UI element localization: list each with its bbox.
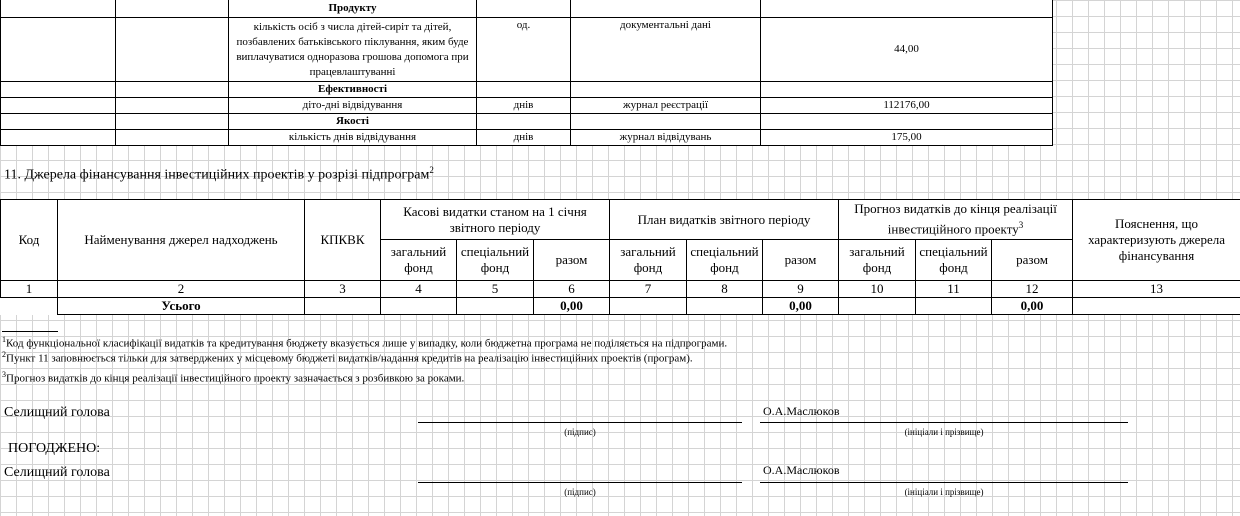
indicator-value: 175,00 [761,130,1053,146]
column-number: 1 [1,281,58,298]
column-number: 7 [610,281,687,298]
cash-total-header: разом [534,240,610,281]
column-number: 9 [763,281,839,298]
indicator-unit: днів [477,98,571,114]
performance-indicators-table [0,0,1053,146]
table-row [1,130,1053,146]
indicator-value: 112176,00 [761,98,1053,114]
table-header-row [1,200,1240,240]
forecast-total-value: 0,00 [992,298,1073,315]
column-number: 10 [839,281,916,298]
col-forecast-header: Прогноз видатків до кінця реалізації інвестиційного проекту$^3$ [839,200,1073,240]
col-cash-header: Касові видатки станом на 1 січня звітного періоду [381,200,610,240]
col-name-header: Найменування джерел надходжень [58,200,305,281]
table-row [1,18,1053,82]
indicator-source: документальні дані [571,18,761,82]
signature-role: Селищний голова [4,465,110,480]
column-number: 3 [305,281,381,298]
agreed-label: ПОГОДЖЕНО: [8,441,101,456]
cash-total-value: 0,00 [534,298,610,315]
indicator-source: журнал відвідувань [571,130,761,146]
table-row [1,0,1053,18]
table-row [1,98,1053,114]
total-row [1,298,1240,315]
name-caption: (ініціали і прізвище) [904,427,984,437]
total-label: Усього [58,298,305,315]
indicator-unit: днів [477,130,571,146]
table-row [1,82,1053,98]
funding-sources-table [0,199,1240,315]
plan-total-header: разом [763,240,839,281]
signature-line [418,482,742,483]
table-row [1,114,1053,130]
column-number: 13 [1073,281,1240,298]
cash-special-header: спеціальний фонд [457,240,534,281]
indicator-source: журнал реєстрації [571,98,761,114]
indicator-name: кількість днів відвідування [229,130,477,146]
column-number: 5 [457,281,534,298]
signature-role: Селищний голова [4,405,110,420]
col-plan-header: План видатків звітного періоду [610,200,839,240]
signature-line [418,422,742,423]
indicator-group-header: Продукту [229,0,477,18]
forecast-total-header: разом [992,240,1073,281]
indicator-group-header: Ефективності [229,82,477,98]
signature-caption: (підпис) [564,427,596,437]
signature-name: О.А.Маслюков [763,463,840,477]
signature-caption: (підпис) [564,487,596,497]
name-line [760,482,1128,483]
indicator-name: діто-дні відвідування [229,98,477,114]
signature-name: О.А.Маслюков [763,404,840,418]
column-number-row [1,281,1240,298]
col-kpkvk-header: КПКВК [305,200,381,281]
column-number: 11 [916,281,992,298]
forecast-special-header: спеціальний фонд [916,240,992,281]
column-number: 6 [534,281,610,298]
plan-general-header: загальний фонд [610,240,687,281]
col-explanation-header: Пояснення, що характеризують джерела фінансування [1073,200,1240,281]
column-number: 2 [58,281,305,298]
cash-general-header: загальний фонд [381,240,457,281]
name-line [760,422,1128,423]
col-code-header: Код [1,200,58,281]
footnote-3: $^3$Прогноз видатків до кінця реалізації інвестиційного проекту зазначається з розбивкою за роками. [2,370,465,385]
indicator-unit: од. [477,18,571,82]
column-number: 12 [992,281,1073,298]
name-caption: (ініціали і прізвище) [904,487,984,497]
footnote-divider [2,331,58,332]
forecast-general-header: загальний фонд [839,240,916,281]
section-title: 11. Джерела фінансування інвестиційних проектів у розрізі підпрограм$^2$ [4,165,434,183]
footnote-2: $^2$Пункт 11 заповнюється тільки для затверджених у місцевому бюджеті видатків/надання кредитів на реалізацію інвестиційних проектів (програм). [2,350,693,365]
column-number: 4 [381,281,457,298]
column-number: 8 [687,281,763,298]
indicator-name: кількість осіб з числа дітей-сиріт та дітей, позбавлених батьківського піклування, яким буде виплачуватися одноразова грошова допомога при працевлаштуванні [229,18,477,82]
indicator-value: 44,00 [761,18,1053,82]
plan-special-header: спеціальний фонд [687,240,763,281]
plan-total-value: 0,00 [763,298,839,315]
footnote-1: $^1$Код функціональної класифікації видатків та кредитування бюджету вказується лише у випадку, коли бюджетна програма не поділяється на підпрограми. [2,335,728,350]
indicator-group-header: Якості [229,114,477,130]
